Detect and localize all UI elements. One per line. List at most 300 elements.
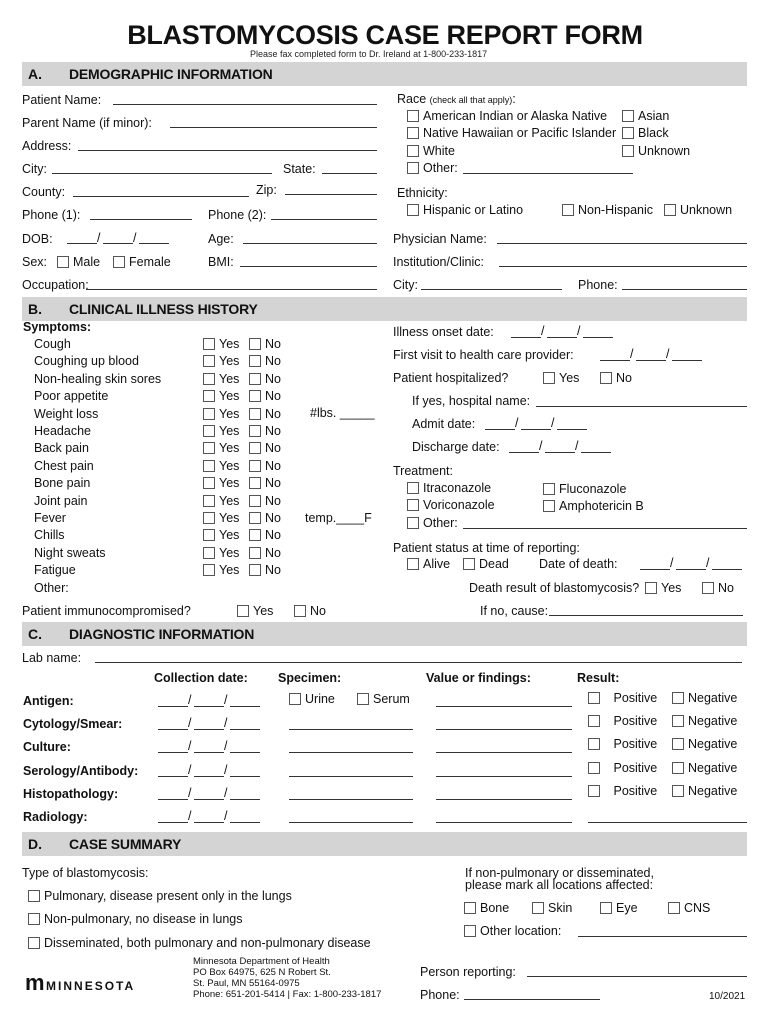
checkbox[interactable] (407, 204, 419, 216)
collection-day[interactable] (194, 752, 224, 753)
collection-day[interactable] (194, 706, 224, 707)
immunocompromised-label: Patient immunocompromised? (22, 604, 191, 618)
symptom-no[interactable]: No (249, 372, 281, 386)
discharge-year[interactable] (581, 452, 611, 453)
checkbox[interactable] (203, 408, 215, 420)
form-date: 10/2021 (709, 991, 746, 1002)
checkbox[interactable] (294, 605, 306, 617)
checkbox[interactable] (532, 902, 544, 914)
parent-name-label: Parent Name (if minor): (22, 116, 152, 130)
specimen-serum[interactable]: Serum (357, 692, 410, 706)
checkbox[interactable] (407, 558, 419, 570)
phone1-field[interactable] (90, 219, 192, 220)
onset-month[interactable] (511, 337, 541, 338)
checkbox[interactable] (407, 499, 419, 511)
location-other[interactable]: Other location: (464, 924, 561, 938)
checkbox[interactable] (249, 338, 261, 350)
discharge-day[interactable] (545, 452, 575, 453)
race-other-field[interactable] (463, 173, 633, 174)
collection-year[interactable] (230, 752, 260, 753)
institution-label: Institution/Clinic: (393, 255, 485, 269)
collection-month[interactable] (158, 706, 188, 707)
checkbox[interactable] (249, 529, 261, 541)
phone2-field[interactable] (271, 219, 377, 220)
checkbox[interactable] (645, 582, 657, 594)
result-negative[interactable]: Negative (672, 761, 737, 775)
date-separator: / (133, 231, 137, 245)
collection-day[interactable] (194, 822, 224, 823)
section-b-header: B. CLINICAL ILLNESS HISTORY (22, 297, 747, 321)
symptom-no[interactable]: No (249, 511, 281, 525)
admit-date-label: Admit date: (412, 417, 476, 431)
checkbox[interactable] (249, 512, 261, 524)
checkbox[interactable] (702, 582, 714, 594)
death-year[interactable] (712, 569, 742, 570)
collection-date-header: Collection date: (154, 671, 248, 685)
symptom-no[interactable]: No (249, 424, 281, 438)
non-pulmonary-note-2: please mark all locations affected: (465, 878, 654, 892)
collection-month[interactable] (158, 822, 188, 823)
bmi-field[interactable] (240, 266, 377, 267)
date-separator: / (515, 416, 519, 430)
collection-month[interactable] (158, 776, 188, 777)
symptom-yes[interactable]: Yes (203, 476, 239, 490)
symptom-no[interactable]: No (249, 389, 281, 403)
checkbox[interactable] (249, 495, 261, 507)
lab-name-field[interactable] (95, 662, 742, 663)
checkbox[interactable] (664, 204, 676, 216)
date-separator: / (224, 716, 228, 731)
test-label: Antigen: (23, 694, 74, 708)
checkbox[interactable] (203, 390, 215, 402)
specimen-field[interactable] (289, 752, 413, 753)
value-field[interactable] (436, 752, 572, 753)
hospital-name-field[interactable] (536, 406, 747, 407)
location-cns[interactable]: CNS (668, 901, 710, 915)
checkbox[interactable] (203, 512, 215, 524)
checkbox[interactable] (588, 715, 600, 727)
checkbox[interactable] (28, 890, 40, 902)
checkbox[interactable] (622, 145, 634, 157)
checkbox[interactable] (600, 902, 612, 914)
discharge-date-label: Discharge date: (412, 440, 500, 454)
checkbox[interactable] (588, 762, 600, 774)
checkbox[interactable] (28, 913, 40, 925)
symptom-yes[interactable]: Yes (203, 337, 239, 351)
collection-year[interactable] (230, 799, 260, 800)
type-disseminated[interactable]: Disseminated, both pulmonary and non-pulmonary disease (28, 936, 371, 950)
checkbox[interactable] (600, 372, 612, 384)
physician-label: Physician Name: (393, 232, 487, 246)
physician-field[interactable] (497, 243, 747, 244)
symptom-no[interactable]: No (249, 528, 281, 542)
race-unknown[interactable]: Unknown (622, 144, 690, 158)
result-negative[interactable]: Negative (672, 784, 737, 798)
date-separator: / (539, 439, 543, 453)
checkbox[interactable] (407, 145, 419, 157)
value-field[interactable] (436, 706, 572, 707)
symptom-no[interactable]: No (249, 563, 281, 577)
city-field[interactable] (52, 173, 272, 174)
treatment-amphotericin[interactable]: Amphotericin B (543, 499, 644, 513)
specimen-field[interactable] (289, 799, 413, 800)
checkbox[interactable] (464, 925, 476, 937)
admit-month[interactable] (485, 429, 515, 430)
result-positive[interactable]: Positive (588, 691, 657, 705)
symptom-no[interactable]: No (249, 459, 281, 473)
date-separator: / (541, 324, 545, 338)
physician-phone-field[interactable] (622, 289, 747, 290)
phone2-label: Phone (2): (208, 208, 267, 222)
checkbox[interactable] (203, 460, 215, 472)
treatment-other-field[interactable] (463, 528, 747, 529)
value-field[interactable] (436, 799, 572, 800)
death-result-label: Death result of blastomycosis? (469, 581, 640, 595)
specimen-header: Specimen: (278, 671, 342, 685)
symptom-other-label: Other: (34, 581, 69, 595)
patient-name-field[interactable] (113, 104, 377, 105)
zip-label: Zip: (256, 183, 277, 197)
onset-date-label: Illness onset date: (393, 325, 494, 339)
result-header: Result: (577, 671, 620, 685)
date-separator: / (224, 785, 228, 800)
treatment-itraconazole[interactable]: Itraconazole (407, 481, 491, 495)
date-separator: / (551, 416, 555, 430)
specimen-field[interactable] (289, 729, 413, 730)
state-field[interactable] (322, 173, 377, 174)
dob-month[interactable] (67, 243, 97, 244)
dob-label: DOB: (22, 232, 53, 246)
checkbox[interactable] (249, 390, 261, 402)
symptom-yes[interactable]: Yes (203, 407, 239, 421)
test-label: Cytology/Smear: (23, 717, 123, 732)
institution-field[interactable] (499, 266, 747, 267)
checkbox[interactable] (113, 256, 125, 268)
value-field[interactable] (436, 729, 572, 730)
value-header: Value or findings: (426, 671, 531, 685)
symptom-label: Back pain (34, 441, 89, 456)
physician-city-field[interactable] (421, 289, 562, 290)
discharge-month[interactable] (509, 452, 539, 453)
death-result-no[interactable]: No (702, 581, 734, 595)
symptom-no[interactable]: No (249, 337, 281, 351)
admit-day[interactable] (521, 429, 551, 430)
checkbox[interactable] (588, 785, 600, 797)
result-positive[interactable]: Positive (588, 714, 657, 728)
person-reporting-field[interactable] (527, 976, 747, 977)
checkbox[interactable] (203, 529, 215, 541)
checkbox[interactable] (562, 204, 574, 216)
race-asian[interactable]: Asian (622, 109, 669, 123)
checkbox[interactable] (57, 256, 69, 268)
form-subtitle: Please fax completed form to Dr. Ireland at 1-800-233-1817 (250, 49, 488, 59)
dob-day[interactable] (103, 243, 133, 244)
type-pulmonary[interactable]: Pulmonary, disease present only in the lungs (28, 889, 292, 903)
age-field[interactable] (243, 243, 377, 244)
date-separator: / (706, 556, 710, 570)
checkbox[interactable] (588, 692, 600, 704)
date-separator: / (577, 324, 581, 338)
checkbox[interactable] (672, 738, 684, 750)
specimen-field[interactable] (289, 822, 413, 823)
checkbox[interactable] (249, 477, 261, 489)
status-alive[interactable]: Alive (407, 557, 450, 571)
date-separator: / (188, 809, 192, 823)
checkbox[interactable] (203, 477, 215, 489)
checkbox[interactable] (249, 547, 261, 559)
status-label: Patient status at time of reporting: (393, 541, 580, 555)
symptom-no[interactable]: No (249, 441, 281, 455)
death-day[interactable] (676, 569, 706, 570)
occupation-field[interactable] (86, 289, 377, 290)
symptom-no[interactable]: No (249, 546, 281, 560)
checkbox[interactable] (543, 500, 555, 512)
symptom-label: Bone pain (34, 476, 91, 491)
symptom-no[interactable]: No (249, 476, 281, 490)
onset-day[interactable] (547, 337, 577, 338)
dob-year[interactable] (139, 243, 169, 244)
value-field[interactable] (436, 776, 572, 777)
date-separator: / (224, 762, 228, 777)
type-non-pulmonary[interactable]: Non-pulmonary, no disease in lungs (28, 912, 243, 926)
reporter-phone-field[interactable] (464, 999, 600, 1000)
result-negative[interactable]: Negative (672, 714, 737, 728)
section-a-header: A. DEMOGRAPHIC INFORMATION (22, 62, 747, 86)
admit-year[interactable] (557, 429, 587, 430)
symptom-label: Night sweats (34, 545, 106, 560)
result-positive[interactable]: Positive (588, 784, 657, 798)
onset-year[interactable] (583, 337, 613, 338)
checkbox[interactable] (289, 693, 301, 705)
checkbox[interactable] (203, 373, 215, 385)
checkbox[interactable] (407, 517, 419, 529)
hospitalized-no[interactable]: No (600, 371, 632, 385)
county-field[interactable] (73, 196, 249, 197)
symptom-label: Joint pain (34, 493, 88, 508)
bmi-label: BMI: (208, 255, 234, 269)
result-negative[interactable]: Negative (672, 691, 737, 705)
symptom-yes[interactable]: Yes (203, 354, 239, 368)
date-separator: / (188, 785, 192, 800)
date-separator: / (670, 556, 674, 570)
zip-field[interactable] (285, 194, 377, 195)
male-option[interactable]: Male (57, 255, 100, 269)
collection-month[interactable] (158, 752, 188, 753)
collection-year[interactable] (230, 776, 260, 777)
checkbox[interactable] (407, 482, 419, 494)
race-black[interactable]: Black (622, 126, 669, 140)
first-visit-month[interactable] (600, 360, 630, 361)
symptom-no[interactable]: No (249, 494, 281, 508)
checkbox[interactable] (463, 558, 475, 570)
symptom-yes[interactable]: Yes (203, 528, 239, 542)
no-cause-field[interactable] (549, 615, 743, 616)
checkbox[interactable] (672, 692, 684, 704)
checkbox[interactable] (249, 373, 261, 385)
test-label: Radiology: (23, 810, 88, 824)
race-other[interactable]: Other: (407, 161, 458, 175)
checkbox[interactable] (249, 425, 261, 437)
physician-phone-label: Phone: (578, 278, 618, 292)
location-bone[interactable]: Bone (464, 901, 509, 915)
symptom-yes[interactable]: Yes (203, 546, 239, 560)
address-field[interactable] (78, 150, 377, 151)
lab-name-label: Lab name: (22, 651, 82, 665)
non-pulmonary-note-1: If non-pulmonary or disseminated, (465, 866, 654, 880)
treatment-fluconazole[interactable]: Fluconazole (543, 482, 626, 496)
checkbox[interactable] (622, 127, 634, 139)
symptom-yes[interactable]: Yes (203, 441, 239, 455)
checkbox[interactable] (464, 902, 476, 914)
checkbox[interactable] (203, 547, 215, 559)
collection-day[interactable] (194, 729, 224, 730)
test-label: Culture: (23, 740, 71, 755)
checkbox[interactable] (203, 442, 215, 454)
date-separator: / (630, 347, 634, 361)
result-positive[interactable]: Positive (588, 737, 657, 751)
death-month[interactable] (640, 569, 670, 570)
date-separator: / (188, 693, 192, 707)
checkbox[interactable] (668, 902, 680, 914)
first-visit-year[interactable] (672, 360, 702, 361)
no-cause-label: If no, cause: (480, 604, 549, 618)
checkbox[interactable] (249, 408, 261, 420)
checkbox[interactable] (203, 355, 215, 367)
symptom-yes[interactable]: Yes (203, 372, 239, 386)
collection-year[interactable] (230, 729, 260, 730)
occupation-label: Occupation: (22, 278, 89, 292)
checkbox[interactable] (203, 338, 215, 350)
date-separator: / (188, 762, 192, 777)
death-result-yes[interactable]: Yes (645, 581, 681, 595)
type-label: Type of blastomycosis: (22, 866, 149, 880)
location-other-field[interactable] (578, 936, 747, 937)
collection-year[interactable] (230, 706, 260, 707)
collection-month[interactable] (158, 729, 188, 730)
race-white[interactable]: White (407, 144, 455, 158)
value-field[interactable] (436, 822, 572, 823)
ethnicity-label: Ethnicity: (397, 186, 448, 200)
first-visit-label: First visit to health care provider: (393, 348, 574, 362)
weight-lbs-field[interactable]: #lbs. _____ (310, 406, 375, 420)
mn-logo (25, 970, 135, 996)
collection-day[interactable] (194, 776, 224, 777)
collection-month[interactable] (158, 799, 188, 800)
hospitalized-yes[interactable]: Yes (543, 371, 579, 385)
checkbox[interactable] (203, 425, 215, 437)
location-eye[interactable]: Eye (600, 901, 638, 915)
symptom-label: Cough (34, 337, 71, 351)
treatment-other[interactable]: Other: (407, 516, 458, 530)
checkbox[interactable] (203, 564, 215, 576)
symptom-label: Chest pain (34, 458, 94, 473)
checkbox[interactable] (543, 483, 555, 495)
specimen-field[interactable] (289, 776, 413, 777)
checkbox[interactable] (249, 442, 261, 454)
first-visit-day[interactable] (636, 360, 666, 361)
checkbox[interactable] (407, 162, 419, 174)
specimen-urine[interactable]: Urine (289, 692, 335, 706)
death-date-label: Date of death: (539, 557, 618, 571)
checkbox[interactable] (249, 460, 261, 472)
ethnicity-unknown[interactable]: Unknown (664, 203, 732, 217)
checkbox[interactable] (237, 605, 249, 617)
sex-label: Sex: (22, 255, 48, 269)
parent-name-field[interactable] (170, 127, 377, 128)
treatment-voriconazole[interactable]: Voriconazole (407, 498, 495, 512)
result-field[interactable] (588, 822, 747, 823)
symptom-yes[interactable]: Yes (203, 563, 239, 577)
checkbox[interactable] (588, 738, 600, 750)
symptom-label: Fatigue (34, 563, 76, 578)
section-d-header: D. CASE SUMMARY (22, 832, 747, 856)
status-dead[interactable]: Dead (463, 557, 509, 571)
date-separator: / (224, 739, 228, 754)
symptom-no[interactable]: No (249, 354, 281, 368)
result-positive[interactable]: Positive (588, 761, 657, 775)
checkbox[interactable] (407, 110, 419, 122)
symptoms-label: Symptoms: (23, 320, 92, 334)
collection-day[interactable] (194, 799, 224, 800)
checkbox[interactable] (672, 785, 684, 797)
checkbox[interactable] (407, 127, 419, 139)
race-native-hawaiian[interactable]: Native Hawaiian or Pacific Islander (407, 126, 616, 140)
ethnicity-hispanic[interactable]: Hispanic or Latino (407, 203, 523, 217)
county-label: County: (22, 185, 66, 199)
mn-logo-text: MINNESOTA (46, 979, 136, 993)
checkbox[interactable] (357, 693, 369, 705)
symptom-label: Poor appetite (34, 389, 109, 404)
checkbox[interactable] (672, 762, 684, 774)
checkbox[interactable] (28, 937, 40, 949)
symptom-label: Chills (34, 528, 65, 543)
date-separator: / (224, 809, 228, 823)
immuno-no[interactable]: No (294, 604, 326, 618)
test-label: Serology/Antibody: (23, 763, 139, 778)
address-label: Address: (22, 139, 72, 153)
mdh-address: Minnesota Department of Health PO Box 64975, 625 N Robert St. St. Paul, MN 55164-0975 Phone: 651-201-5414 | Fax: 1-800-233-1817 (193, 956, 382, 1000)
test-label: Histopathology: (23, 786, 119, 801)
fever-temp-field[interactable]: temp.____F (305, 511, 372, 525)
symptom-yes[interactable]: Yes (203, 511, 239, 525)
location-skin[interactable]: Skin (532, 901, 572, 915)
checkbox[interactable] (622, 110, 634, 122)
age-label: Age: (208, 232, 234, 246)
date-separator: / (575, 439, 579, 453)
checkbox[interactable] (672, 715, 684, 727)
symptom-yes[interactable]: Yes (203, 494, 239, 508)
checkbox[interactable] (203, 495, 215, 507)
collection-year[interactable] (230, 822, 260, 823)
symptom-label: Headache (34, 424, 91, 438)
symptom-yes[interactable]: Yes (203, 389, 239, 403)
female-option[interactable]: Female (113, 255, 171, 269)
date-separator: / (97, 231, 101, 245)
date-separator: / (188, 716, 192, 731)
symptom-yes[interactable]: Yes (203, 424, 239, 438)
race-american-indian[interactable]: American Indian or Alaska Native (407, 109, 607, 123)
treatment-label: Treatment: (393, 464, 453, 478)
result-negative[interactable]: Negative (672, 737, 737, 751)
checkbox[interactable] (249, 355, 261, 367)
checkbox[interactable] (543, 372, 555, 384)
checkbox[interactable] (249, 564, 261, 576)
symptom-no[interactable]: No (249, 407, 281, 421)
symptom-yes[interactable]: Yes (203, 459, 239, 473)
immuno-yes[interactable]: Yes (237, 604, 273, 618)
ethnicity-non-hispanic[interactable]: Non-Hispanic (562, 203, 653, 217)
hospital-name-label: If yes, hospital name: (412, 394, 531, 408)
